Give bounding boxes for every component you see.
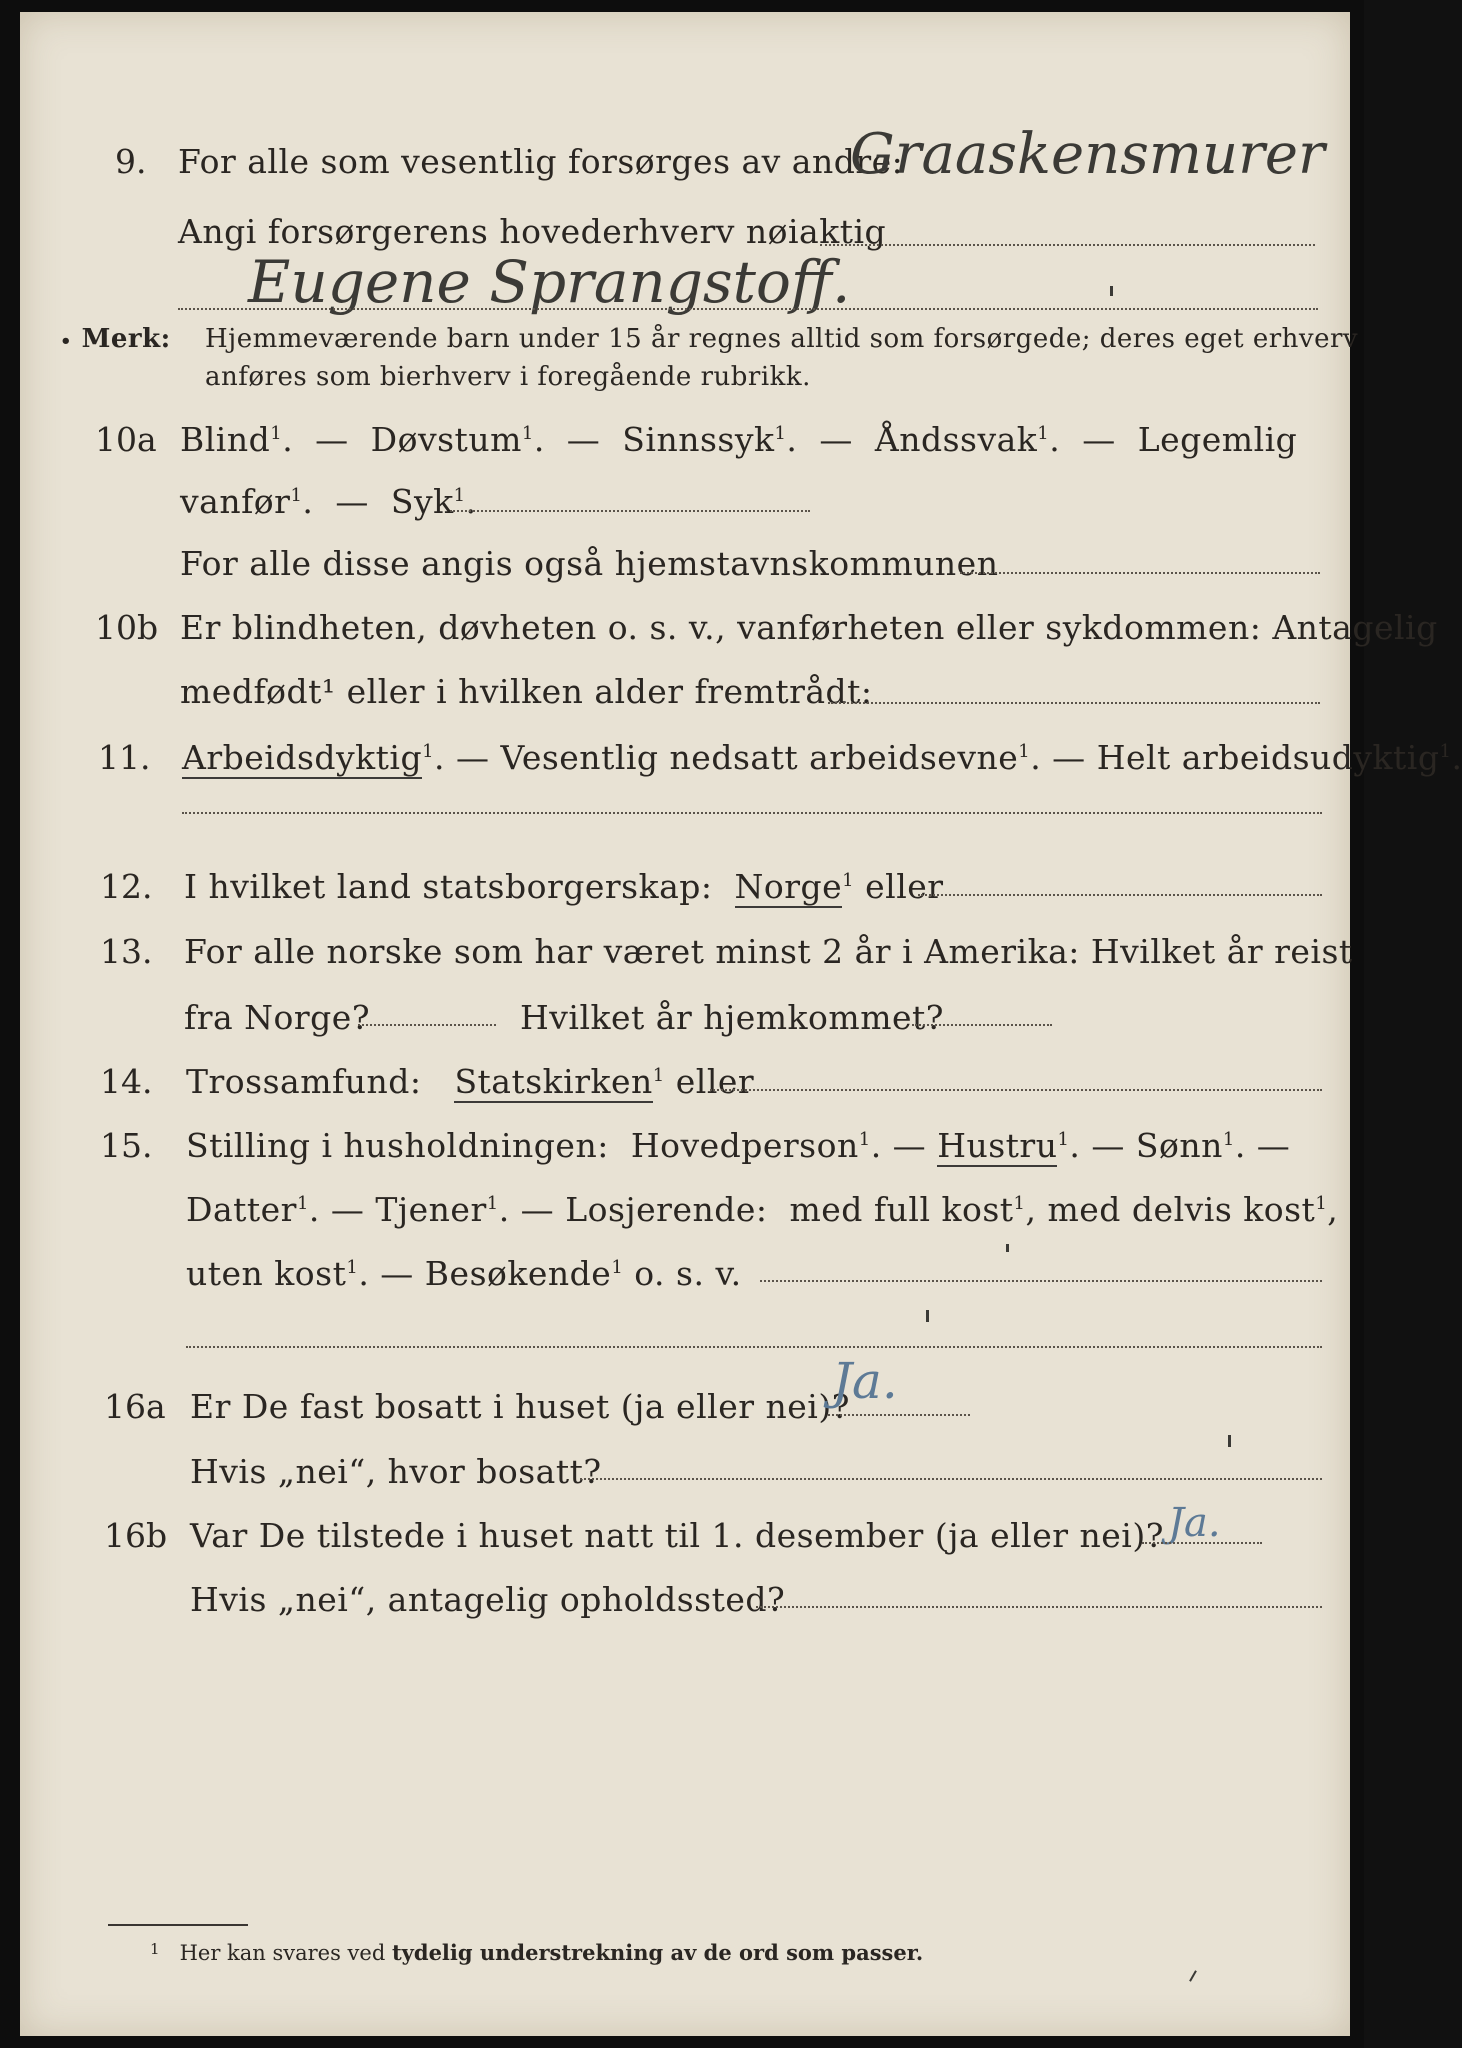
q16a-residence-label: Hvis „nei“, hvor bosatt? — [190, 1452, 602, 1491]
q15-option-datter[interactable]: Datter — [186, 1190, 297, 1229]
q16b-question: Var De tilstede i huset natt til 1. desember (ja eller nei)? — [190, 1516, 1164, 1555]
q10b-question-line-1: Er blindheten, døvheten o. s. v., vanførheten eller sykdommen: Antagelig — [180, 608, 1438, 647]
stray-mark — [1110, 286, 1113, 296]
q15-options-line-3: uten kost$^1$. — Besøkende$^1$ o. s. v. — [186, 1254, 742, 1293]
footnote-marker: 1 — [150, 1940, 160, 1958]
q10a-home-municipality-label: For alle disse angis også hjemstavnskommunen — [180, 544, 999, 583]
stray-mark — [1228, 1435, 1231, 1447]
q16b-whereabouts-label: Hvis „nei“, antagelig opholdssted? — [190, 1580, 786, 1619]
q9-provider-occupation-label: Angi forsørgerens hovederhverv nøiaktig — [178, 212, 887, 251]
q11-options: Arbeidsdyktig$^1$. — Vesentlig nedsatt arbeidsevne$^1$. — Helt arbeidsudyktig$^1$. — [182, 738, 1462, 777]
q16b-whereabouts-line[interactable] — [756, 1606, 1322, 1608]
q11-answer-line[interactable] — [182, 812, 1322, 814]
q13-return-year-line[interactable] — [912, 1024, 1052, 1026]
q12-number: 12. — [100, 867, 153, 906]
q15-option-tjener[interactable]: Tjener — [375, 1190, 487, 1229]
q11-option-arbeidsdyktig[interactable]: Arbeidsdyktig — [182, 738, 423, 777]
q10b-number: 10b — [95, 608, 159, 647]
q12-text: I hvilket land statsborgerskap: — [184, 867, 713, 906]
q15-options-line-2: Datter$^1$. — Tjener$^1$. — Losjerende: med full kost$^1$, med delvis kost$^1$, — [186, 1190, 1339, 1229]
q10a-option-sinnssyk[interactable]: Sinnssyk — [622, 420, 775, 459]
q15-option-besokende[interactable]: Besøkende — [424, 1254, 612, 1293]
q15-option-sonn[interactable]: Sønn — [1135, 1126, 1223, 1165]
q13-number: 13. — [100, 932, 153, 971]
note-label-text: Merk: — [81, 324, 171, 354]
q16a-handwritten-answer: Ja. — [832, 1352, 898, 1410]
q15-option-uten-kost[interactable]: uten kost — [186, 1254, 347, 1293]
q10a-option-andssvak[interactable]: Åndssvak — [874, 420, 1038, 459]
q10a-option-dovstum[interactable]: Døvstum — [370, 420, 522, 459]
q14-number: 14. — [100, 1062, 153, 1101]
census-form-page — [20, 12, 1462, 2036]
q10a-option-legemlig[interactable]: Legemlig — [1137, 420, 1298, 459]
q15-options-line-1: Stilling i husholdningen: Hovedperson$^1$. — Hustru$^1$. — Sønn$^1$. — — [186, 1126, 1291, 1165]
q10b-answer-line[interactable] — [828, 702, 1320, 704]
q16a-residence-line[interactable] — [580, 1478, 1322, 1480]
q15-text: Stilling i husholdningen: — [186, 1126, 609, 1165]
q15-option-full-kost[interactable]: med full kost — [789, 1190, 1014, 1229]
q10a-option-syk[interactable]: Syk — [390, 482, 454, 521]
q15-number: 15. — [100, 1126, 153, 1165]
q15-option-delvis-kost[interactable]: med delvis kost — [1047, 1190, 1316, 1229]
q15-option-hustru[interactable]: Hustru — [937, 1126, 1058, 1165]
q13-departure-year-line[interactable] — [358, 1024, 496, 1026]
q10a-option-blind[interactable]: Blind — [180, 420, 271, 459]
q14-question: Trossamfund: Statskirken$^1$ eller — [186, 1062, 755, 1101]
q12-option-norge[interactable]: Norge — [734, 867, 843, 906]
q9-number: 9. — [115, 142, 147, 181]
q9-question: For alle som vesentlig forsørges av andre: — [178, 142, 904, 181]
q15-option-hovedperson[interactable]: Hovedperson — [630, 1126, 859, 1165]
note-line-2: anføres som bierhverv i foregående rubrikk. — [205, 362, 811, 392]
q16b-handwritten-answer: Ja. — [1168, 1500, 1221, 1546]
q16a-question: Er De fast bosatt i huset (ja eller nei)? — [190, 1387, 850, 1426]
footnote-rule — [108, 1924, 248, 1926]
q9-handwritten-answer-1: Graaskensmurer — [850, 122, 1325, 187]
q10a-option-vanfor[interactable]: vanfør — [180, 482, 291, 521]
footnote-bold-text: tydelig understrekning av de ord som passer. — [391, 1940, 924, 1965]
q10a-answer-line[interactable] — [450, 510, 810, 512]
q16a-number: 16a — [104, 1387, 166, 1426]
footnote-text: Her kan svares ved — [179, 1941, 386, 1965]
q12-answer-line[interactable] — [918, 894, 1322, 896]
q11-option-nedsatt[interactable]: Vesentlig nedsatt arbeidsevne — [500, 738, 1019, 777]
q15-answer-line-2[interactable] — [186, 1346, 1322, 1348]
q16a-answer-line[interactable] — [828, 1414, 970, 1416]
q10b-question-line-2: medfødt¹ eller i hvilken alder fremtrådt: — [180, 672, 873, 711]
q11-option-udyktig[interactable]: Helt arbeidsudyktig — [1096, 738, 1440, 777]
q13-return-label: Hvilket år hjemkommet? — [520, 998, 944, 1037]
q9-answer-line-1[interactable] — [820, 244, 1315, 246]
q10a-options-line-1: Blind$^1$. — Døvstum$^1$. — Sinnssyk$^1$. — Åndssvak$^1$. — Legemlig — [180, 420, 1298, 459]
q10a-options-line-2: vanfør$^1$. — Syk$^1$. — [180, 482, 477, 521]
q15-tail: o. s. v. — [634, 1254, 742, 1293]
q16b-number: 16b — [104, 1516, 168, 1555]
q9-answer-line-2[interactable] — [178, 308, 1318, 310]
note-label: • Merk: — [60, 324, 171, 354]
q14-option-statskirken[interactable]: Statskirken — [454, 1062, 653, 1101]
q12-question: I hvilket land statsborgerskap: Norge$^1$ eller — [184, 867, 944, 906]
stray-mark — [926, 1310, 929, 1322]
stray-mark — [1189, 1970, 1197, 1981]
note-line-1: Hjemmeværende barn under 15 år regnes alltid som forsørgede; deres eget erhverv — [205, 324, 1359, 354]
q13-departure-label: fra Norge? — [184, 998, 371, 1037]
q10a-number: 10a — [95, 420, 157, 459]
stray-mark — [1006, 1244, 1009, 1252]
q11-number: 11. — [98, 738, 151, 777]
q10a-municipality-line[interactable] — [960, 572, 1320, 574]
q15-answer-line-1[interactable] — [760, 1280, 1322, 1282]
q14-tail: eller — [675, 1062, 755, 1101]
footnote — [150, 1940, 923, 1965]
q13-question-line-1: For alle norske som har været minst 2 år i Amerika: Hvilket år reist — [184, 932, 1353, 971]
q9-handwritten-answer-2: Eugene Sprangstoff. — [248, 248, 851, 316]
q14-answer-line[interactable] — [710, 1089, 1322, 1091]
q14-text: Trossamfund: — [186, 1062, 422, 1101]
q15-option-losjerende[interactable]: Losjerende: — [565, 1190, 768, 1229]
q12-tail: eller — [865, 867, 944, 906]
q16b-answer-line[interactable] — [1142, 1542, 1262, 1544]
